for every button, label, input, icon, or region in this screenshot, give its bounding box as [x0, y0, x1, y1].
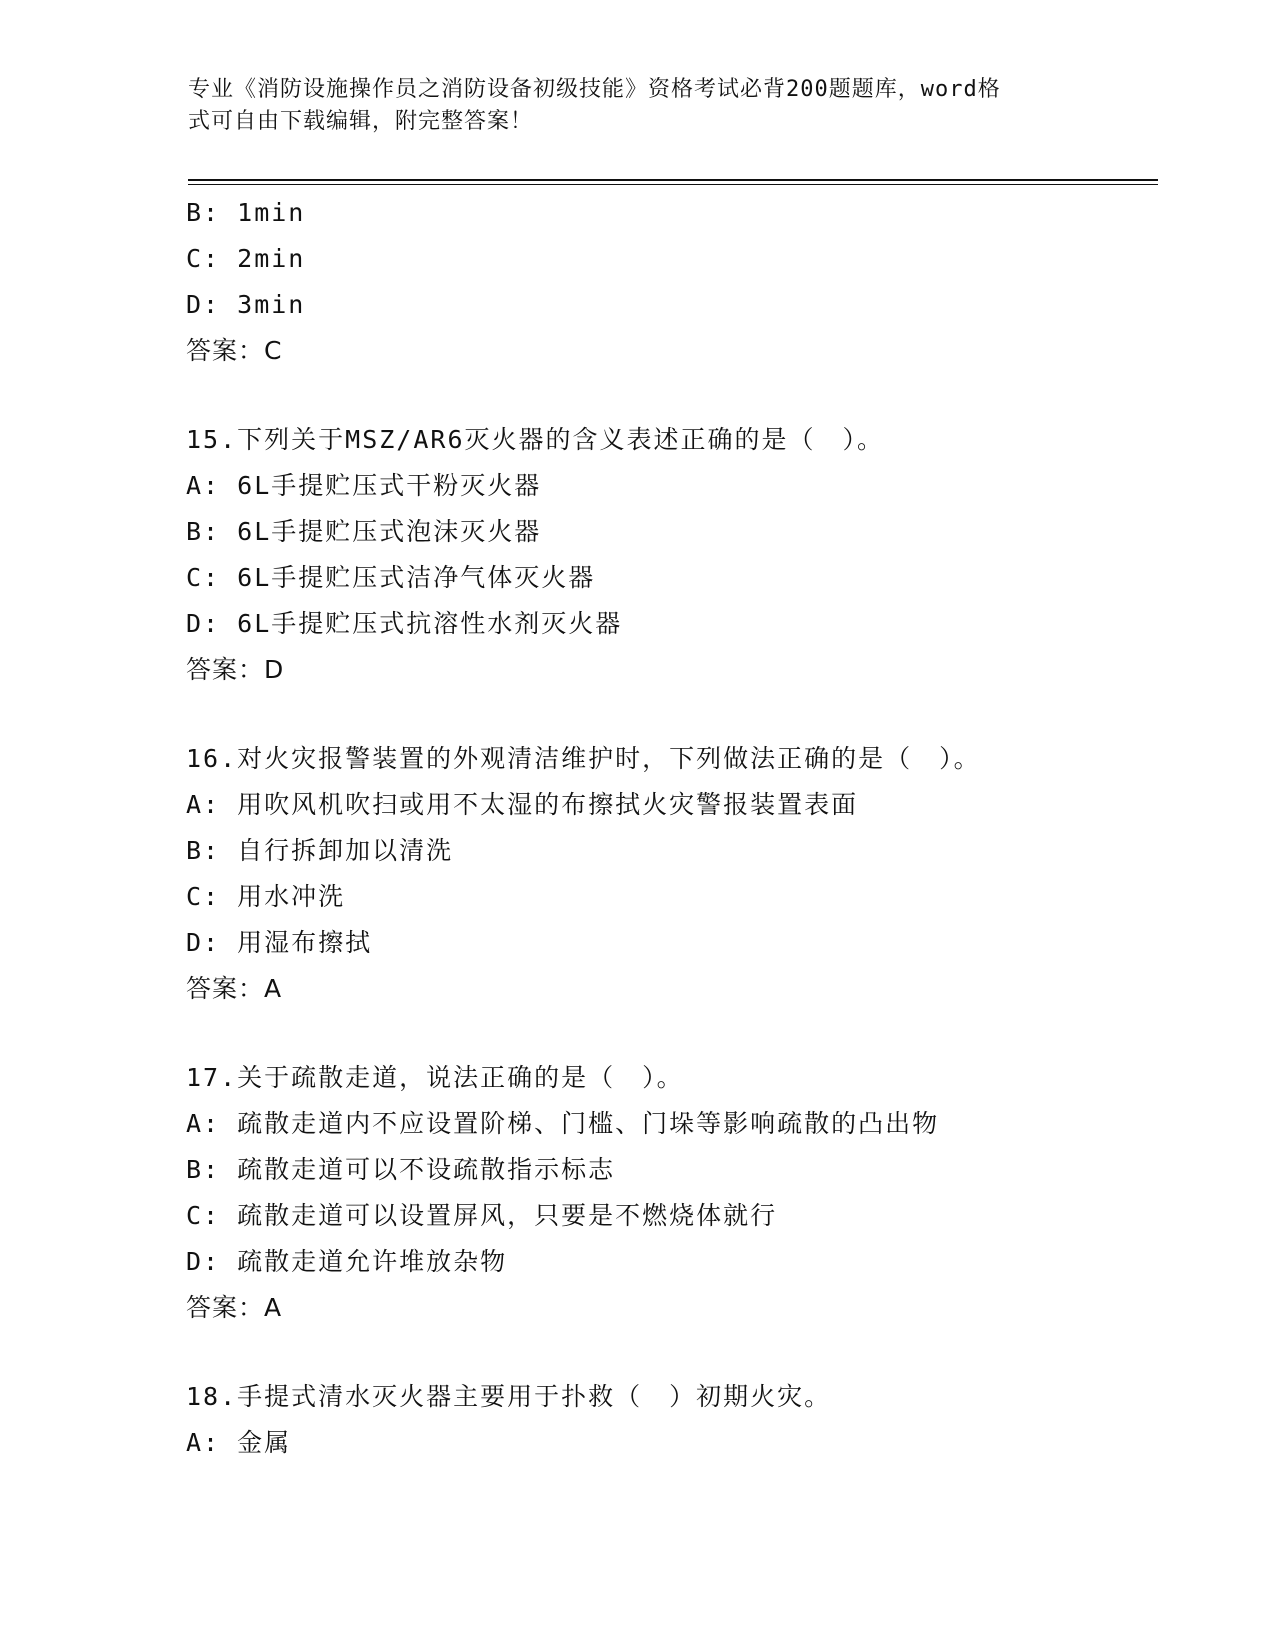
option-a: A: 6L手提贮压式干粉灭火器 [186, 471, 542, 500]
option-b: B: 自行拆卸加以清洗 [186, 836, 454, 865]
header-divider-thick [188, 179, 1158, 181]
document-header [188, 74, 1068, 138]
question-17 [186, 1055, 1186, 1331]
option-c: C: 用水冲洗 [186, 882, 346, 911]
question-18 [186, 1374, 1186, 1466]
answer-line: 答案：A [186, 1293, 283, 1322]
answer-line: 答案：D [186, 655, 285, 684]
option-b: B: 6L手提贮压式泡沫灭火器 [186, 517, 542, 546]
question-15 [186, 417, 1186, 693]
question-list [186, 190, 1186, 1466]
question-title: 16.对火灾报警装置的外观清洁维护时，下列做法正确的是（ ）。 [186, 744, 981, 773]
option-d: D: 6L手提贮压式抗溶性水剂灭火器 [186, 609, 623, 638]
option-d: D: 3min [186, 290, 306, 319]
question-title: 15.下列关于MSZ/AR6灭火器的含义表述正确的是（ ）。 [186, 425, 885, 454]
header-divider-thin [188, 184, 1158, 185]
option-a: A: 用吹风机吹扫或用不太湿的布擦拭火灾警报装置表面 [186, 790, 859, 819]
question-14-continued [186, 190, 1186, 374]
option-b: B: 疏散走道可以不设疏散指示标志 [186, 1155, 616, 1184]
option-d: D: 用湿布擦拭 [186, 928, 373, 957]
header-line-2: 式可自由下载编辑，附完整答案！ [188, 109, 534, 134]
option-d: D: 疏散走道允许堆放杂物 [186, 1247, 508, 1276]
question-title: 18.手提式清水灭火器主要用于扑救（ ）初期火灾。 [186, 1382, 832, 1411]
option-c: C: 2min [186, 244, 306, 273]
option-b: B: 1min [186, 198, 306, 227]
question-16 [186, 736, 1186, 1012]
answer-line: 答案：A [186, 974, 283, 1003]
option-a: A: 疏散走道内不应设置阶梯、门槛、门垛等影响疏散的凸出物 [186, 1109, 940, 1138]
option-a: A: 金属 [186, 1428, 292, 1457]
header-line-1: 专业《消防设施操作员之消防设备初级技能》资格考试必背200题题库，word格 [188, 77, 1001, 102]
answer-line: 答案：C [186, 336, 283, 365]
question-title: 17.关于疏散走道，说法正确的是（ ）。 [186, 1063, 684, 1092]
option-c: C: 疏散走道可以设置屏风，只要是不燃烧体就行 [186, 1201, 778, 1230]
option-c: C: 6L手提贮压式洁净气体灭火器 [186, 563, 596, 592]
